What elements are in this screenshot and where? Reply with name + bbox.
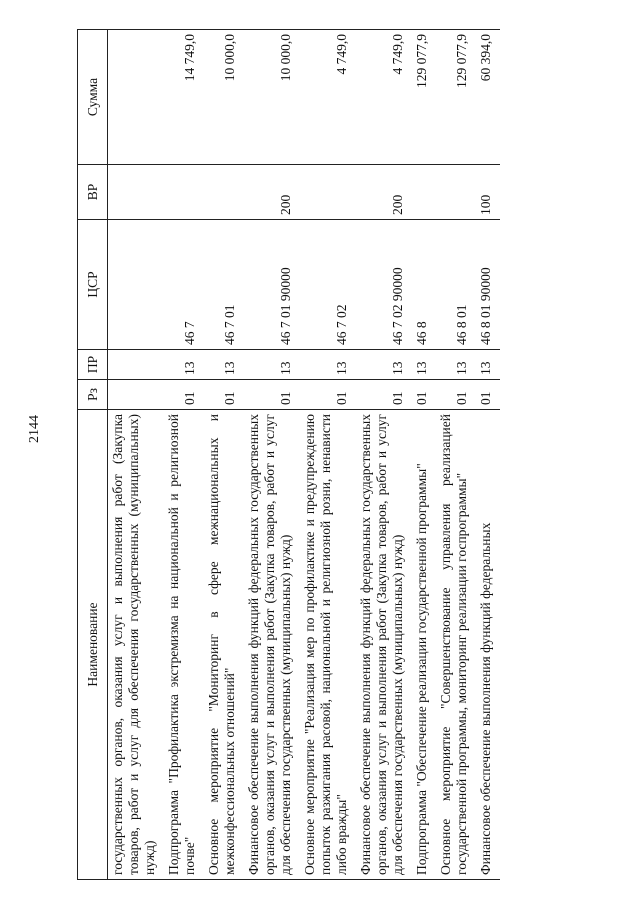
row-vr: 200 xyxy=(244,165,300,220)
row-sum: 4 749,0 xyxy=(356,30,412,165)
row-vr: 100 xyxy=(476,165,500,220)
row-vr: 200 xyxy=(356,165,412,220)
row-csr: 46 8 01 xyxy=(436,220,476,350)
row-rz: 01 xyxy=(164,380,204,410)
table-row xyxy=(436,30,476,880)
row-rz: 01 xyxy=(436,380,476,410)
table-row xyxy=(204,30,244,880)
header-vr: ВР xyxy=(78,165,108,220)
row-vr xyxy=(108,165,165,220)
budget-table xyxy=(77,29,500,880)
row-pr: 13 xyxy=(300,350,356,380)
table-row xyxy=(412,30,436,880)
row-pr xyxy=(108,350,165,380)
row-name: Подпрограмма "Обеспечение реализации государственной программы" xyxy=(412,410,436,880)
header-rz: Рз xyxy=(78,380,108,410)
row-name: Финансовое обеспечение выполнения функций федеральных государственных органов, оказания услуг и выполнения работ (Закупка товаров, работ и услуг для обеспечения государственных (муниципальных) нужд) xyxy=(356,410,412,880)
table-row xyxy=(244,30,300,880)
row-pr: 13 xyxy=(244,350,300,380)
row-vr xyxy=(412,165,436,220)
row-name: Основное мероприятие "Мониторинг в сфере межнациональных и межконфессиональных отношений" xyxy=(204,410,244,880)
row-pr: 13 xyxy=(412,350,436,380)
row-sum: 4 749,0 xyxy=(300,30,356,165)
row-rz: 01 xyxy=(244,380,300,410)
row-sum: 60 394,0 xyxy=(476,30,500,165)
row-pr: 13 xyxy=(476,350,500,380)
header-pr: ПР xyxy=(78,350,108,380)
header-sum: Сумма xyxy=(78,30,108,165)
row-csr: 46 8 xyxy=(412,220,436,350)
table-row xyxy=(476,30,500,880)
row-sum xyxy=(108,30,165,165)
row-sum: 14 749,0 xyxy=(164,30,204,165)
rotated-page xyxy=(77,30,597,880)
row-pr: 13 xyxy=(356,350,412,380)
table-row xyxy=(300,30,356,880)
row-name: Основное мероприятие "Реализация мер по профилактике и предупреждению попыток разжигания расовой, национальной и религиозной розни, ненависти либо вражды" xyxy=(300,410,356,880)
row-csr: 46 7 02 xyxy=(300,220,356,350)
row-rz: 01 xyxy=(356,380,412,410)
row-sum: 129 077,9 xyxy=(412,30,436,165)
row-sum: 10 000,0 xyxy=(244,30,300,165)
row-name: Подпрограмма "Профилактика экстремизма на национальной и религиозной почве" xyxy=(164,410,204,880)
row-rz: 01 xyxy=(412,380,436,410)
row-name: государственных органов, оказания услуг и выполнения работ (Закупка товаров, работ и услуг для обеспечения государственных (муниципальных) нужд) xyxy=(108,410,165,880)
row-pr: 13 xyxy=(164,350,204,380)
header-name: Наименование xyxy=(78,410,108,880)
row-rz: 01 xyxy=(204,380,244,410)
row-pr: 13 xyxy=(436,350,476,380)
row-vr xyxy=(436,165,476,220)
row-csr: 46 7 xyxy=(164,220,204,350)
row-csr xyxy=(108,220,165,350)
row-vr xyxy=(300,165,356,220)
row-vr xyxy=(204,165,244,220)
row-csr: 46 7 01 xyxy=(204,220,244,350)
table-row xyxy=(356,30,412,880)
row-sum: 129 077,9 xyxy=(436,30,476,165)
row-csr: 46 7 01 90000 xyxy=(244,220,300,350)
row-name: Финансовое обеспечение выполнения функций федеральных государственных органов, оказания услуг и выполнения работ (Закупка товаров, работ и услуг для обеспечения государственных (муниципальных) нужд) xyxy=(244,410,300,880)
row-rz: 01 xyxy=(300,380,356,410)
row-name: Финансовое обеспечение выполнения функций федеральных xyxy=(476,410,500,880)
row-rz xyxy=(108,380,165,410)
row-csr: 46 8 01 90000 xyxy=(476,220,500,350)
row-csr: 46 7 02 90000 xyxy=(356,220,412,350)
row-sum: 10 000,0 xyxy=(204,30,244,165)
row-pr: 13 xyxy=(204,350,244,380)
header-csr: ЦСР xyxy=(78,220,108,350)
page-number: 2144 xyxy=(27,415,42,443)
table-row xyxy=(164,30,204,880)
row-rz: 01 xyxy=(476,380,500,410)
row-vr xyxy=(164,165,204,220)
row-name: Основное мероприятие "Совершенствование управления реализацией государственной программы, мониторинг реализации госпрограммы" xyxy=(436,410,476,880)
table-header xyxy=(78,30,108,880)
table-row xyxy=(108,30,165,880)
